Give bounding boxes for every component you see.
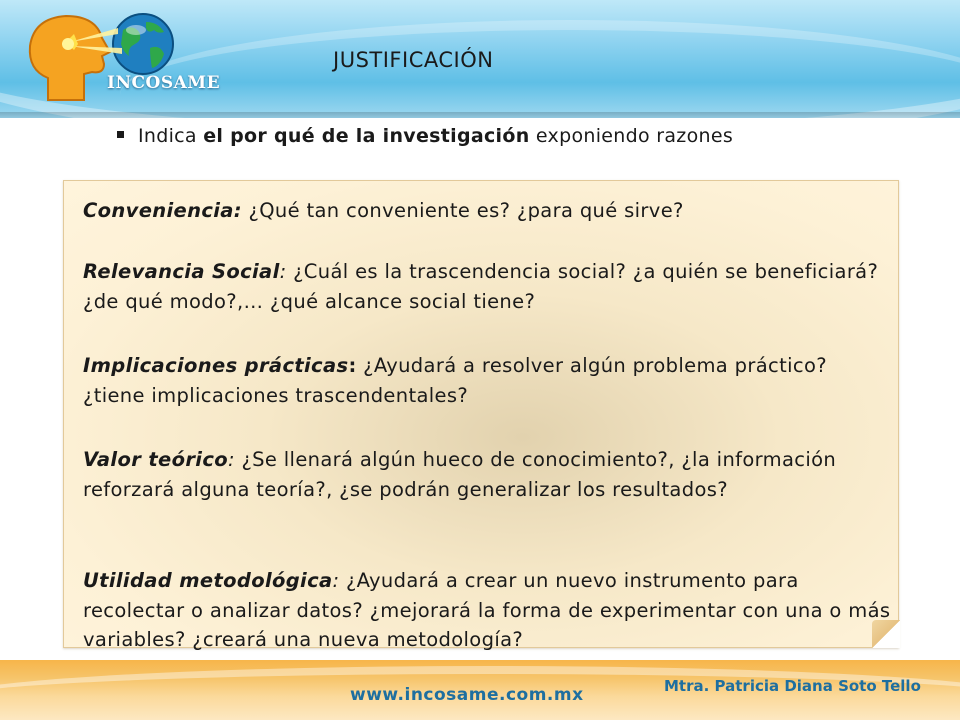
author-name: Mtra. Patricia Diana Soto Tello [664, 677, 921, 695]
head-with-globe-icon [18, 8, 228, 108]
brand-name: INCOSAME [107, 73, 221, 93]
square-bullet-icon [117, 131, 124, 138]
criterion-term: Conveniencia: [83, 199, 242, 222]
criterion-relevancia-social [83, 257, 893, 316]
website-link[interactable]: www.incosame.com.mx [350, 685, 584, 705]
criterion-term: Implicaciones prácticas [83, 354, 349, 377]
criterion-separator: : [332, 569, 340, 592]
intro-bold: el por qué de la investigación [203, 125, 530, 147]
intro-prefix: Indica [138, 125, 204, 147]
criterion-text: ¿Cuál es la trascendencia social? ¿a quién se beneficiará? ¿de qué modo?,… ¿qué alcance social tiene? [83, 260, 879, 313]
criterion-text: ¿Se llenará algún hueco de conocimiento?, ¿la información reforzará alguna teoría?, ¿se podrán generalizar los resultados? [83, 448, 837, 501]
criterion-implicaciones-practicas [83, 351, 893, 410]
criterion-term: Relevancia Social [83, 260, 280, 283]
criterion-valor-teorico [83, 445, 893, 504]
criterion-separator: : [348, 354, 357, 377]
criterion-term: Utilidad metodológica [83, 569, 333, 592]
criterion-text: ¿Ayudará a crear un nuevo instrumento para recolectar o analizar datos? ¿mejorará la forma de experimentar con una o más variables? ¿creará una nueva metodología? [83, 569, 891, 651]
criterion-separator: : [279, 260, 287, 283]
criterion-conveniencia [83, 196, 684, 226]
criterion-separator: : [227, 448, 235, 471]
page-title: JUSTIFICACIÓN [333, 48, 494, 72]
intro-suffix: exponiendo razones [529, 125, 734, 147]
header-shadow [0, 112, 960, 118]
criterion-utilidad-metodologica [83, 566, 893, 655]
intro-bullet [117, 125, 733, 147]
criterion-term: Valor teórico [83, 448, 228, 471]
criterion-text: ¿Ayudará a resolver algún problema práctico? ¿tiene implicaciones trascendentales? [83, 354, 827, 407]
criterion-text: ¿Qué tan conveniente es? ¿para qué sirve? [241, 199, 684, 222]
